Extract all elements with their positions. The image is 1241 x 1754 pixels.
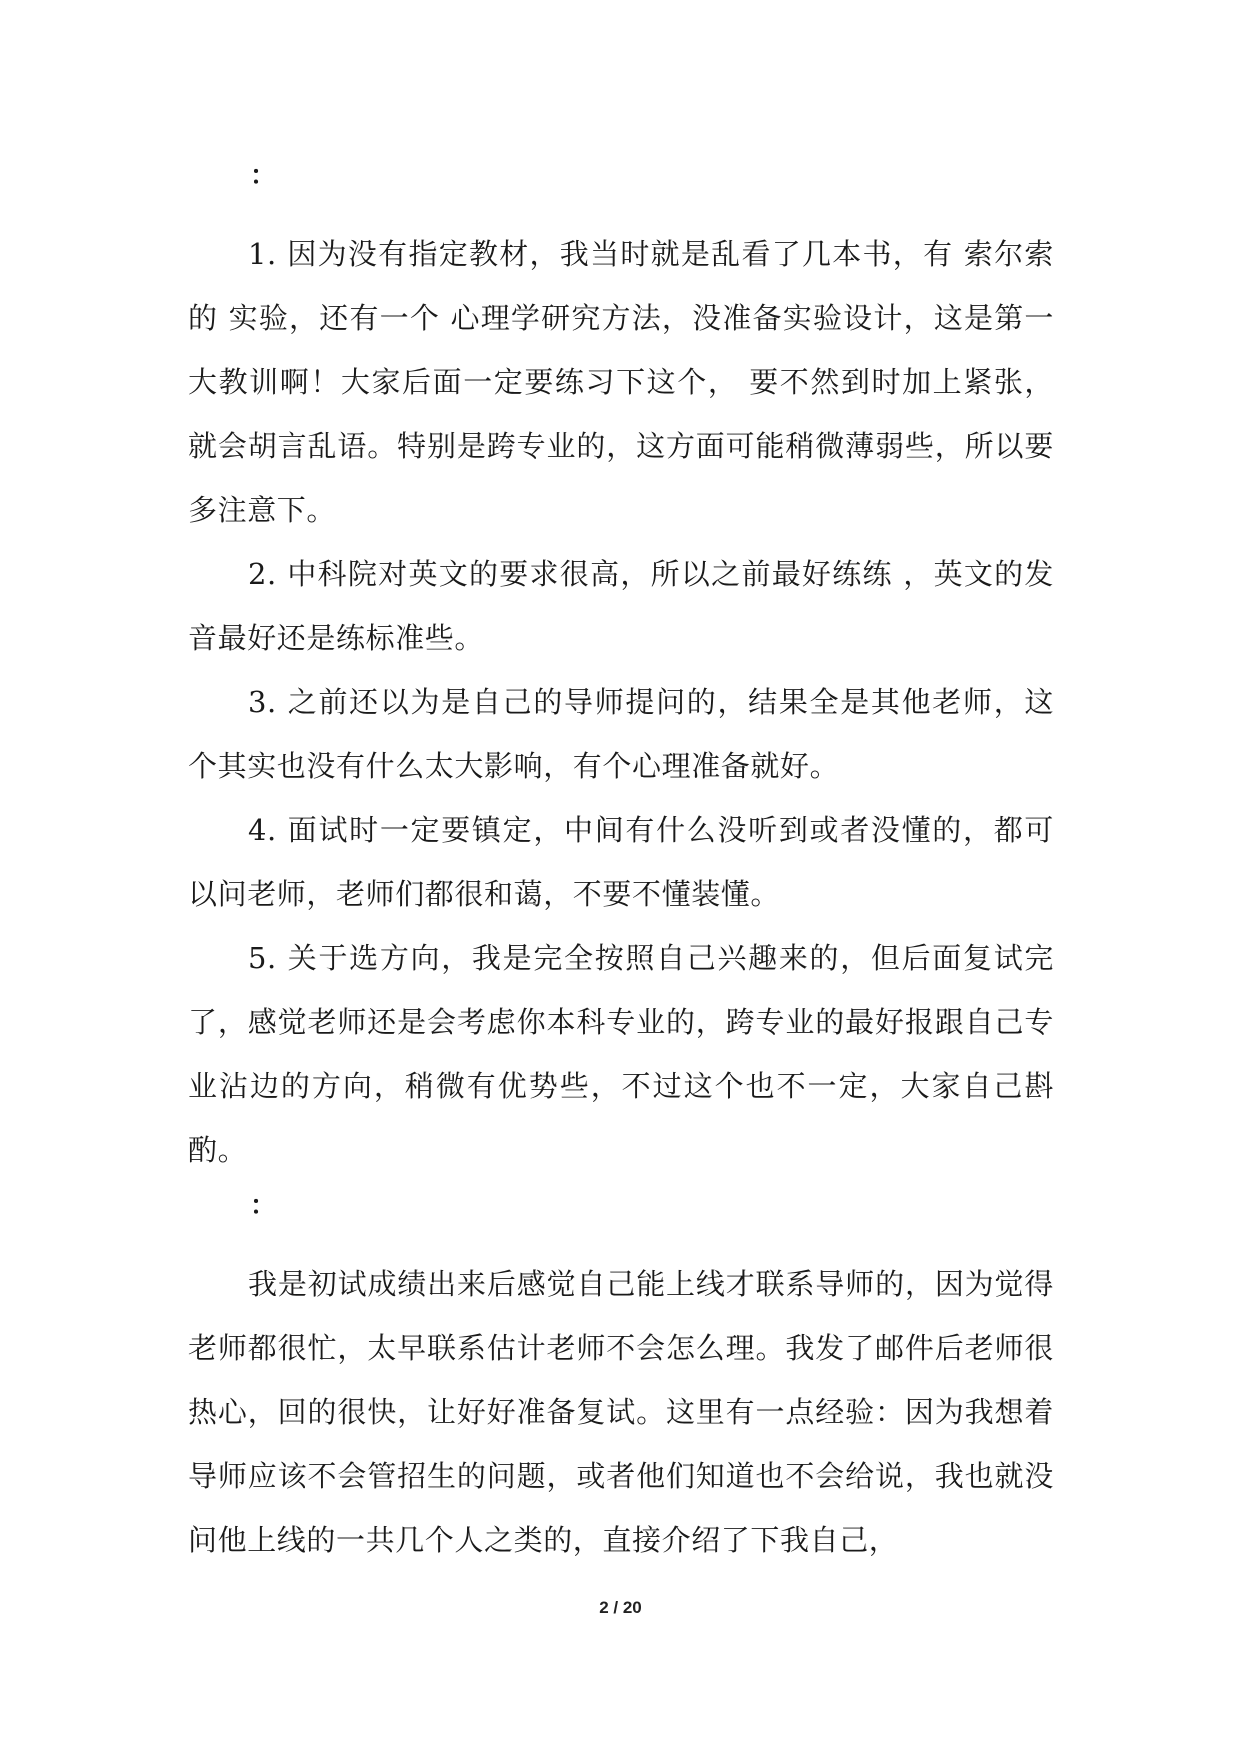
- page-number: 2 / 20: [599, 1598, 642, 1617]
- paragraph: 1. 因为没有指定教材，我当时就是乱看了几本书，有 索尔索的 实验，还有一个 心理学研究方法，没准备实验设计，这是第一大教训啊！大家后面一定要练习下这个， 要不然到时加上紧张，就会胡言乱语。特别是跨专业的，这方面可能稍微薄弱些，所以要多注意下。: [188, 237, 1054, 527]
- paragraph: 3. 之前还以为是自己的导师提问的，结果全是其他老师，这个其实也没有什么太大影响，有个心理准备就好。: [188, 685, 1054, 783]
- paragraph: 我是初试成绩出来后感觉自己能上线才联系导师的，因为觉得老师都很忙，太早联系估计老师不会怎么理。我发了邮件后老师很热心，回的很快，让好好准备复试。这里有一点经验：因为我想着导师应该不会管招生的问题，或者他们知道也不会给说，我也就没问他上线的一共几个人之类的，直接介绍了下我自己，: [188, 1267, 1054, 1557]
- paragraph: 5. 关于选方向，我是完全按照自己兴趣来的，但后面复试完了，感觉老师还是会考虑你本科专业的，跨专业的最好报跟自己专业沾边的方向，稍微有优势些，不过这个也不一定，大家自己斟酌。: [188, 941, 1054, 1167]
- paragraph: 4. 面试时一定要镇定，中间有什么没听到或者没懂的，都可以问老师，老师们都很和蔼，不要不懂装懂。: [188, 813, 1054, 911]
- document-body: [188, 160, 1054, 1572]
- paragraph: 2. 中科院对英文的要求很高，所以之前最好练练 ，英文的发音最好还是练标准些。: [188, 557, 1054, 655]
- section-heading: ：: [250, 161, 277, 191]
- section-heading: ：: [250, 1191, 277, 1221]
